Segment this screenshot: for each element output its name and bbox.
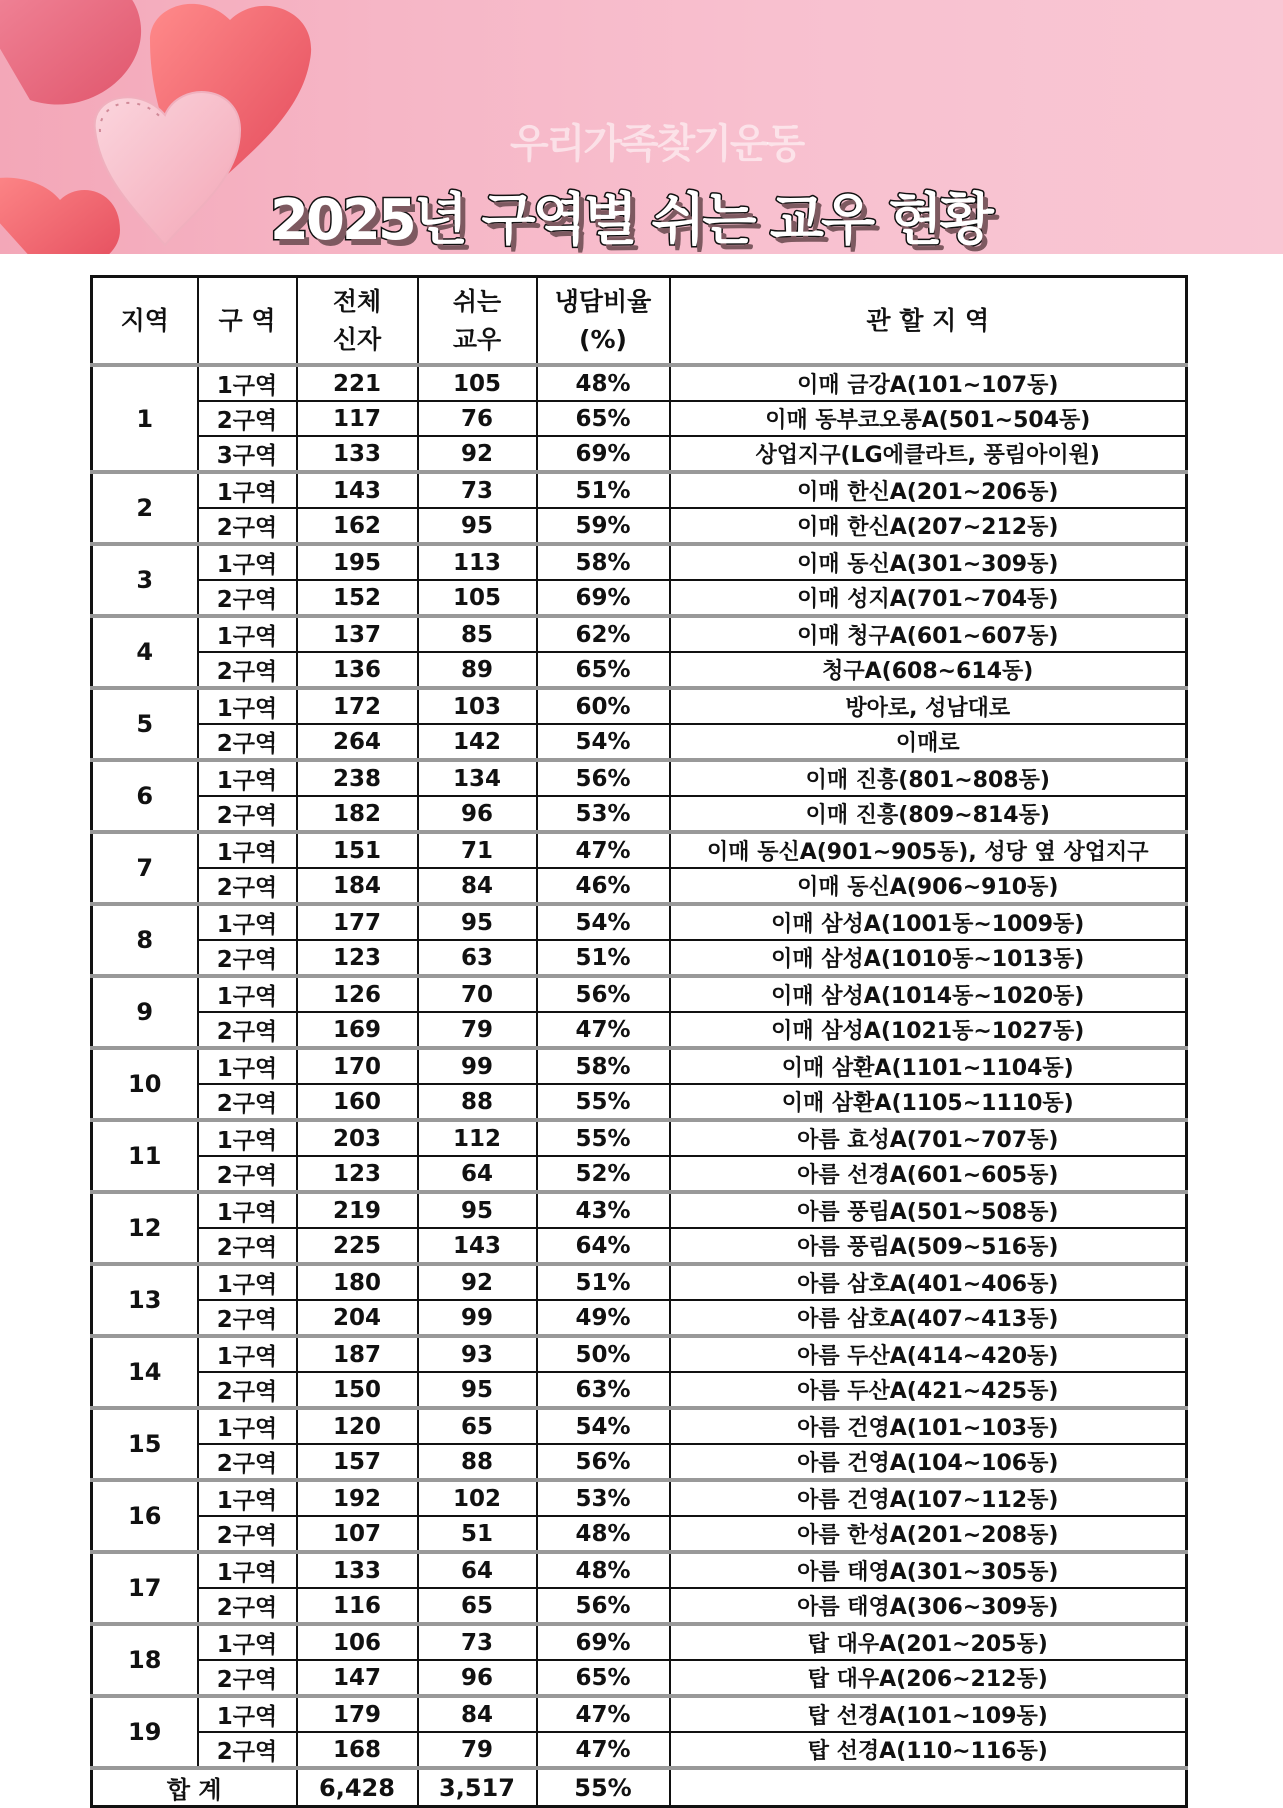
table-row — [92, 1084, 1187, 1120]
resting-members-cell: 96 — [418, 796, 537, 832]
summary-row — [92, 1768, 1187, 1807]
total-members-cell: 123 — [297, 940, 418, 976]
region-number: 9 — [92, 976, 198, 1048]
resting-members-cell: 95 — [418, 1372, 537, 1408]
header-jurisdiction-area: 관 할 지 역 — [670, 277, 1187, 366]
header-banner — [0, 0, 1283, 254]
resting-members-cell: 63 — [418, 940, 537, 976]
zone-cell: 1구역 — [198, 760, 297, 796]
inactive-rate-cell: 54% — [537, 1408, 670, 1444]
table-row — [92, 904, 1187, 940]
jurisdiction-area-cell: 아름 건영A(107~112동) — [670, 1480, 1187, 1516]
resting-members-cell: 113 — [418, 544, 537, 580]
total-members-cell: 160 — [297, 1084, 418, 1120]
table-row — [92, 508, 1187, 544]
table-row — [92, 1444, 1187, 1480]
header-total-members: 전체 신자 — [297, 277, 418, 366]
resting-members-cell: 95 — [418, 1192, 537, 1228]
inactive-rate-cell: 47% — [537, 832, 670, 868]
jurisdiction-area-cell: 이매 금강A(101~107동) — [670, 365, 1187, 401]
table-row — [92, 1336, 1187, 1372]
resting-members-cell: 105 — [418, 580, 537, 616]
table-row — [92, 1372, 1187, 1408]
inactive-rate-cell: 51% — [537, 472, 670, 508]
table-row — [92, 472, 1187, 508]
table-row — [92, 1300, 1187, 1336]
zone-cell: 1구역 — [198, 1192, 297, 1228]
region-number: 2 — [92, 472, 198, 544]
jurisdiction-area-cell: 이매로 — [670, 724, 1187, 760]
jurisdiction-area-cell: 이매 동신A(301~309동) — [670, 544, 1187, 580]
region-number: 5 — [92, 688, 198, 760]
total-members-cell: 133 — [297, 1552, 418, 1588]
jurisdiction-area-cell: 아름 태영A(306~309동) — [670, 1588, 1187, 1624]
zone-cell: 2구역 — [198, 868, 297, 904]
jurisdiction-area-cell: 아름 두산A(421~425동) — [670, 1372, 1187, 1408]
jurisdiction-area-cell: 이매 동부코오롱A(501~504동) — [670, 401, 1187, 436]
region-number: 3 — [92, 544, 198, 616]
jurisdiction-area-cell: 이매 삼환A(1105~1110동) — [670, 1084, 1187, 1120]
summary-label: 합 계 — [92, 1768, 297, 1807]
total-members-cell: 170 — [297, 1048, 418, 1084]
total-members-cell: 187 — [297, 1336, 418, 1372]
jurisdiction-area-cell: 이매 진흥(809~814동) — [670, 796, 1187, 832]
header-zone: 구 역 — [198, 277, 297, 366]
zone-cell: 2구역 — [198, 1084, 297, 1120]
table-row — [92, 1588, 1187, 1624]
inactive-rate-cell: 56% — [537, 1444, 670, 1480]
zone-cell: 1구역 — [198, 1336, 297, 1372]
summary-area — [670, 1768, 1187, 1807]
jurisdiction-area-cell: 아름 두산A(414~420동) — [670, 1336, 1187, 1372]
zone-cell: 2구역 — [198, 652, 297, 688]
region-number: 13 — [92, 1264, 198, 1336]
total-members-cell: 133 — [297, 436, 418, 472]
resting-members-cell: 65 — [418, 1408, 537, 1444]
table-row — [92, 724, 1187, 760]
jurisdiction-area-cell: 이매 삼환A(1101~1104동) — [670, 1048, 1187, 1084]
resting-members-cell: 105 — [418, 365, 537, 401]
zone-cell: 2구역 — [198, 1012, 297, 1048]
resting-members-cell: 95 — [418, 508, 537, 544]
resting-members-cell: 112 — [418, 1120, 537, 1156]
total-members-cell: 137 — [297, 616, 418, 652]
inactive-rate-cell: 60% — [537, 688, 670, 724]
page-title: 2025년 구역별 쉬는 교우 현황 — [270, 188, 991, 253]
total-members-cell: 264 — [297, 724, 418, 760]
zone-cell: 1구역 — [198, 472, 297, 508]
zone-cell: 1구역 — [198, 688, 297, 724]
resting-members-cell: 84 — [418, 868, 537, 904]
region-number: 8 — [92, 904, 198, 976]
table-row — [92, 688, 1187, 724]
total-members-cell: 177 — [297, 904, 418, 940]
resting-members-cell: 93 — [418, 1336, 537, 1372]
inactive-rate-cell: 51% — [537, 940, 670, 976]
header-resting-members: 쉬는 교우 — [418, 277, 537, 366]
inactive-rate-cell: 56% — [537, 976, 670, 1012]
zone-cell: 2구역 — [198, 1228, 297, 1264]
total-members-cell: 179 — [297, 1696, 418, 1732]
resting-members-cell: 71 — [418, 832, 537, 868]
total-members-cell: 143 — [297, 472, 418, 508]
table-row — [92, 1228, 1187, 1264]
inactive-rate-cell: 49% — [537, 1300, 670, 1336]
jurisdiction-area-cell: 아름 선경A(601~605동) — [670, 1156, 1187, 1192]
table-row — [92, 760, 1187, 796]
table-row — [92, 1012, 1187, 1048]
total-members-cell: 117 — [297, 401, 418, 436]
jurisdiction-area-cell: 이매 동신A(906~910동) — [670, 868, 1187, 904]
table-header-row — [92, 277, 1187, 366]
total-members-cell: 151 — [297, 832, 418, 868]
region-number: 19 — [92, 1696, 198, 1768]
table-row — [92, 1552, 1187, 1588]
total-members-cell: 180 — [297, 1264, 418, 1300]
resting-members-cell: 70 — [418, 976, 537, 1012]
zone-cell: 1구역 — [198, 616, 297, 652]
campaign-watermark: 우리가족찾기운동 — [510, 121, 804, 167]
inactive-rate-cell: 56% — [537, 1588, 670, 1624]
header-region: 지역 — [92, 277, 198, 366]
table-row — [92, 1624, 1187, 1660]
jurisdiction-area-cell: 이매 삼성A(1014동~1020동) — [670, 976, 1187, 1012]
jurisdiction-area-cell: 탑 대우A(206~212동) — [670, 1660, 1187, 1696]
jurisdiction-area-cell: 상업지구(LG에클라트, 풍림아이원) — [670, 436, 1187, 472]
jurisdiction-area-cell: 방아로, 성남대로 — [670, 688, 1187, 724]
region-number: 4 — [92, 616, 198, 688]
zone-cell: 2구역 — [198, 580, 297, 616]
zone-cell: 1구역 — [198, 904, 297, 940]
inactive-rate-cell: 65% — [537, 652, 670, 688]
table-row — [92, 401, 1187, 436]
inactive-rate-cell: 65% — [537, 1660, 670, 1696]
table-row — [92, 976, 1187, 1012]
zone-cell: 2구역 — [198, 1444, 297, 1480]
zone-cell: 1구역 — [198, 1120, 297, 1156]
table-row — [92, 832, 1187, 868]
total-members-cell: 182 — [297, 796, 418, 832]
table-row — [92, 1696, 1187, 1732]
jurisdiction-area-cell: 탑 선경A(101~109동) — [670, 1696, 1187, 1732]
inactive-rate-cell: 53% — [537, 796, 670, 832]
zone-cell: 1구역 — [198, 1696, 297, 1732]
resting-members-cell: 79 — [418, 1732, 537, 1768]
table-row — [92, 1480, 1187, 1516]
table-row — [92, 365, 1187, 401]
resting-members-cell: 134 — [418, 760, 537, 796]
inactive-rate-cell: 58% — [537, 544, 670, 580]
zone-cell: 2구역 — [198, 1732, 297, 1768]
total-members-cell: 107 — [297, 1516, 418, 1552]
total-members-cell: 168 — [297, 1732, 418, 1768]
jurisdiction-area-cell: 아름 삼호A(401~406동) — [670, 1264, 1187, 1300]
header-inactive-rate: 냉담비율 (%) — [537, 277, 670, 366]
zone-cell: 1구역 — [198, 544, 297, 580]
total-members-cell: 120 — [297, 1408, 418, 1444]
inactive-rate-cell: 62% — [537, 616, 670, 652]
resting-members-cell: 102 — [418, 1480, 537, 1516]
inactive-rate-cell: 64% — [537, 1228, 670, 1264]
jurisdiction-area-cell: 탑 대우A(201~205동) — [670, 1624, 1187, 1660]
region-number: 12 — [92, 1192, 198, 1264]
table-row — [92, 616, 1187, 652]
total-members-cell: 106 — [297, 1624, 418, 1660]
inactive-rate-cell: 46% — [537, 868, 670, 904]
total-members-cell: 238 — [297, 760, 418, 796]
inactive-rate-cell: 63% — [537, 1372, 670, 1408]
zone-cell: 2구역 — [198, 1660, 297, 1696]
inactive-rate-cell: 55% — [537, 1084, 670, 1120]
table-row — [92, 580, 1187, 616]
inactive-rate-cell: 48% — [537, 1516, 670, 1552]
jurisdiction-area-cell: 이매 한신A(207~212동) — [670, 508, 1187, 544]
summary-total: 6,428 — [297, 1768, 418, 1807]
region-number: 6 — [92, 760, 198, 832]
region-number: 10 — [92, 1048, 198, 1120]
resting-members-cell: 73 — [418, 1624, 537, 1660]
summary-rate: 55% — [537, 1768, 670, 1807]
inactive-rate-cell: 48% — [537, 365, 670, 401]
resting-members-cell: 142 — [418, 724, 537, 760]
table-row — [92, 1732, 1187, 1768]
table-row — [92, 1156, 1187, 1192]
jurisdiction-area-cell: 아름 건영A(104~106동) — [670, 1444, 1187, 1480]
total-members-cell: 150 — [297, 1372, 418, 1408]
resting-members-cell: 96 — [418, 1660, 537, 1696]
total-members-cell: 221 — [297, 365, 418, 401]
jurisdiction-area-cell: 이매 한신A(201~206동) — [670, 472, 1187, 508]
jurisdiction-area-cell: 이매 청구A(601~607동) — [670, 616, 1187, 652]
table-row — [92, 436, 1187, 472]
jurisdiction-area-cell: 이매 삼성A(1001동~1009동) — [670, 904, 1187, 940]
table-row — [92, 940, 1187, 976]
table-body — [92, 365, 1187, 1768]
zone-cell: 1구역 — [198, 832, 297, 868]
zone-cell: 2구역 — [198, 1156, 297, 1192]
inactive-rate-cell: 50% — [537, 1336, 670, 1372]
region-number: 16 — [92, 1480, 198, 1552]
jurisdiction-area-cell: 아름 풍림A(509~516동) — [670, 1228, 1187, 1264]
table-row — [92, 1408, 1187, 1444]
total-members-cell: 192 — [297, 1480, 418, 1516]
resting-members-cell: 143 — [418, 1228, 537, 1264]
total-members-cell: 126 — [297, 976, 418, 1012]
table-row — [92, 1048, 1187, 1084]
inactive-rate-cell: 69% — [537, 436, 670, 472]
resting-members-cell: 95 — [418, 904, 537, 940]
total-members-cell: 123 — [297, 1156, 418, 1192]
table-row — [92, 868, 1187, 904]
total-members-cell: 225 — [297, 1228, 418, 1264]
jurisdiction-area-cell: 아름 한성A(201~208동) — [670, 1516, 1187, 1552]
region-number: 18 — [92, 1624, 198, 1696]
table-row — [92, 1192, 1187, 1228]
parish-status-table — [90, 275, 1188, 1808]
zone-cell: 2구역 — [198, 724, 297, 760]
resting-members-cell: 65 — [418, 1588, 537, 1624]
jurisdiction-area-cell: 이매 성지A(701~704동) — [670, 580, 1187, 616]
resting-members-cell: 79 — [418, 1012, 537, 1048]
resting-members-cell: 76 — [418, 401, 537, 436]
inactive-rate-cell: 52% — [537, 1156, 670, 1192]
resting-members-cell: 99 — [418, 1048, 537, 1084]
jurisdiction-area-cell: 아름 효성A(701~707동) — [670, 1120, 1187, 1156]
zone-cell: 2구역 — [198, 401, 297, 436]
inactive-rate-cell: 47% — [537, 1696, 670, 1732]
resting-members-cell: 89 — [418, 652, 537, 688]
inactive-rate-cell: 53% — [537, 1480, 670, 1516]
inactive-rate-cell: 59% — [537, 508, 670, 544]
jurisdiction-area-cell: 아름 삼호A(407~413동) — [670, 1300, 1187, 1336]
resting-members-cell: 73 — [418, 472, 537, 508]
total-members-cell: 136 — [297, 652, 418, 688]
zone-cell: 2구역 — [198, 1516, 297, 1552]
total-members-cell: 172 — [297, 688, 418, 724]
resting-members-cell: 92 — [418, 436, 537, 472]
region-number: 7 — [92, 832, 198, 904]
table-row — [92, 1120, 1187, 1156]
resting-members-cell: 88 — [418, 1084, 537, 1120]
zone-cell: 2구역 — [198, 940, 297, 976]
resting-members-cell: 88 — [418, 1444, 537, 1480]
zone-cell: 1구역 — [198, 1480, 297, 1516]
total-members-cell: 116 — [297, 1588, 418, 1624]
inactive-rate-cell: 56% — [537, 760, 670, 796]
zone-cell: 1구역 — [198, 1552, 297, 1588]
zone-cell: 2구역 — [198, 796, 297, 832]
total-members-cell: 169 — [297, 1012, 418, 1048]
zone-cell: 2구역 — [198, 1300, 297, 1336]
total-members-cell: 184 — [297, 868, 418, 904]
zone-cell: 2구역 — [198, 508, 297, 544]
total-members-cell: 195 — [297, 544, 418, 580]
total-members-cell: 219 — [297, 1192, 418, 1228]
inactive-rate-cell: 65% — [537, 401, 670, 436]
table-row — [92, 1516, 1187, 1552]
zone-cell: 2구역 — [198, 1588, 297, 1624]
zone-cell: 1구역 — [198, 976, 297, 1012]
table-row — [92, 1264, 1187, 1300]
inactive-rate-cell: 69% — [537, 580, 670, 616]
inactive-rate-cell: 47% — [537, 1732, 670, 1768]
resting-members-cell: 85 — [418, 616, 537, 652]
region-number: 1 — [92, 365, 198, 472]
zone-cell: 3구역 — [198, 436, 297, 472]
total-members-cell: 203 — [297, 1120, 418, 1156]
total-members-cell: 162 — [297, 508, 418, 544]
inactive-rate-cell: 58% — [537, 1048, 670, 1084]
region-number: 11 — [92, 1120, 198, 1192]
jurisdiction-area-cell: 아름 태영A(301~305동) — [670, 1552, 1187, 1588]
resting-members-cell: 103 — [418, 688, 537, 724]
jurisdiction-area-cell: 청구A(608~614동) — [670, 652, 1187, 688]
region-number: 15 — [92, 1408, 198, 1480]
resting-members-cell: 92 — [418, 1264, 537, 1300]
inactive-rate-cell: 47% — [537, 1012, 670, 1048]
inactive-rate-cell: 43% — [537, 1192, 670, 1228]
total-members-cell: 152 — [297, 580, 418, 616]
jurisdiction-area-cell: 이매 삼성A(1021동~1027동) — [670, 1012, 1187, 1048]
zone-cell: 2구역 — [198, 1372, 297, 1408]
jurisdiction-area-cell: 이매 진흥(801~808동) — [670, 760, 1187, 796]
zone-cell: 1구역 — [198, 1264, 297, 1300]
table-row — [92, 544, 1187, 580]
total-members-cell: 204 — [297, 1300, 418, 1336]
zone-cell: 1구역 — [198, 1048, 297, 1084]
inactive-rate-cell: 48% — [537, 1552, 670, 1588]
table-row — [92, 652, 1187, 688]
resting-members-cell: 64 — [418, 1156, 537, 1192]
resting-members-cell: 51 — [418, 1516, 537, 1552]
table-row — [92, 1660, 1187, 1696]
jurisdiction-area-cell: 아름 건영A(101~103동) — [670, 1408, 1187, 1444]
inactive-rate-cell: 69% — [537, 1624, 670, 1660]
inactive-rate-cell: 54% — [537, 904, 670, 940]
resting-members-cell: 64 — [418, 1552, 537, 1588]
resting-members-cell: 84 — [418, 1696, 537, 1732]
zone-cell: 1구역 — [198, 1408, 297, 1444]
inactive-rate-cell: 54% — [537, 724, 670, 760]
zone-cell: 1구역 — [198, 365, 297, 401]
inactive-rate-cell: 55% — [537, 1120, 670, 1156]
table-row — [92, 796, 1187, 832]
summary-resting: 3,517 — [418, 1768, 537, 1807]
region-number: 14 — [92, 1336, 198, 1408]
region-number: 17 — [92, 1552, 198, 1624]
jurisdiction-area-cell: 탑 선경A(110~116동) — [670, 1732, 1187, 1768]
jurisdiction-area-cell: 이매 삼성A(1010동~1013동) — [670, 940, 1187, 976]
jurisdiction-area-cell: 이매 동신A(901~905동), 성당 옆 상업지구 — [670, 832, 1187, 868]
total-members-cell: 157 — [297, 1444, 418, 1480]
total-members-cell: 147 — [297, 1660, 418, 1696]
jurisdiction-area-cell: 아름 풍림A(501~508동) — [670, 1192, 1187, 1228]
inactive-rate-cell: 51% — [537, 1264, 670, 1300]
resting-members-cell: 99 — [418, 1300, 537, 1336]
zone-cell: 1구역 — [198, 1624, 297, 1660]
